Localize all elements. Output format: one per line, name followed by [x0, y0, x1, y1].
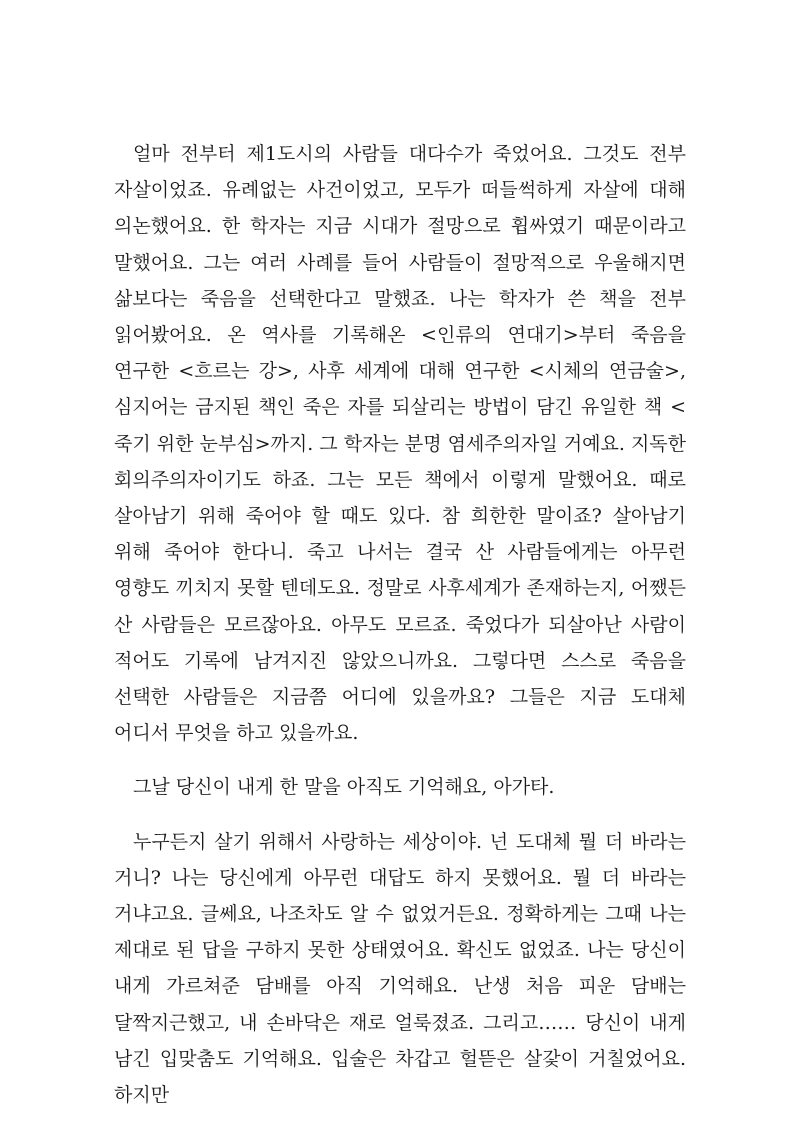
body-text [114, 136, 686, 1113]
paragraph-1: 얼마 전부터 제1도시의 사람들 대다수가 죽었어요. 그것도 전부 자살이었죠. 유례없는 사건이었고, 모두가 떠들썩하게 자살에 대해 의논했어요. 한 학자는 지금 시대가 절망으로 휩싸였기 때문이라고 말했어요. 그는 여러 사례를 들어 사람들이 절망적으로 우울해지면 삶보다는 죽음을 선택한다고 말했죠. 나는 학자가 쓴 책을 전부 읽어봤어요. 온 역사를 기록해온 <인류의 연대기>부터 죽음을 연구한 <흐르는 강>, 사후 세계에 대해 연구한 <시체의 연금술>, 심지어는 금지된 책인 죽은 자를 되살리는 방법이 담긴 유일한 책 <죽기 위한 눈부심>까지. 그 학자는 분명 염세주의자일 거예요. 지독한 회의주의자이기도 하죠. 그는 모든 책에서 이렇게 말했어요. 때로 살아남기 위해 죽어야 할 때도 있다. 참 희한한 말이죠? 살아남기 위해 죽어야 한다니. 죽고 나서는 결국 산 사람들에게는 아무런 영향도 끼치지 못할 텐데도요. 정말로 사후세계가 존재하는지, 어쨌든 산 사람들은 모르잖아요. 아무도 모르죠. 죽었다가 되살아난 사람이 적어도 기록에 남겨지진 않았으니까요. 그렇다면 스스로 죽음을 선택한 사람들은 지금쯤 어디에 있을까요? 그들은 지금 도대체 어디서 무엇을 하고 있을까요. [114, 143, 686, 745]
paragraph-2: 그날 당신이 내게 한 말을 아직도 기억해요, 아가타. [133, 776, 555, 799]
paragraph-3: 누구든지 살기 위해서 사랑하는 세상이야. 넌 도대체 뭘 더 바라는 거니? 나는 당신에게 아무런 대답도 하지 못했어요. 뭘 더 바라는 거냐고요. 글쎄요, 나조차도 알 수 없었거든요. 정확하게는 그때 나는 제대로 된 답을 구하지 못한 상태였어요. 확신도 없었죠. 나는 당신이 내게 가르쳐준 담배를 아직 기억해요. 난생 처음 피운 담배는 달짝지근했고, 내 손바닥은 재로 얼룩졌죠. 그리고…… 당신이 내게 남긴 입맞춤도 기억해요. 입술은 차갑고 헐뜯은 살갗이 거칠었어요. 하지만 [114, 830, 686, 1107]
